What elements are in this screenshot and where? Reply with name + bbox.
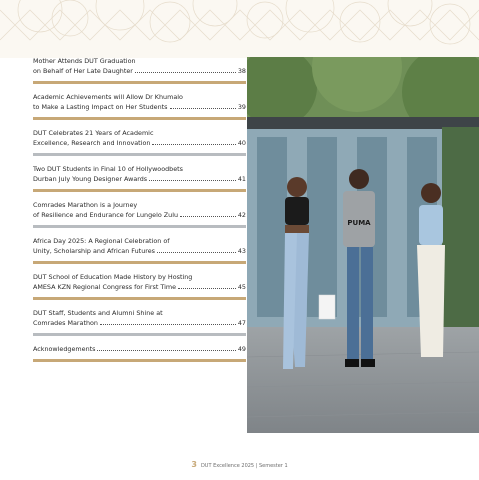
page-footer xyxy=(0,460,479,469)
toc-entry-line xyxy=(33,246,246,256)
toc-leader-dots xyxy=(100,318,236,325)
shirt-logo-text: PUMA xyxy=(347,219,371,227)
toc-entry-title: DUT Celebrates 21 Years of Academic xyxy=(33,129,154,137)
toc-entry[interactable] xyxy=(33,306,246,336)
toc-entry-title: DUT Staff, Students and Alumni Shine at xyxy=(33,309,163,317)
toc-entry[interactable] xyxy=(33,198,246,228)
toc-entry-line xyxy=(33,56,246,66)
table-of-contents xyxy=(33,54,246,362)
toc-entry-line xyxy=(33,272,246,282)
toc-entry[interactable] xyxy=(33,162,246,192)
toc-entry-title: Comrades Marathon is a Journey xyxy=(33,201,138,209)
toc-entry-title: Excellence, Research and Innovation xyxy=(33,139,151,147)
toc-page-number: 42 xyxy=(237,211,246,219)
decorative-pattern-band xyxy=(0,0,479,58)
toc-entry-title: Mother Attends DUT Graduation xyxy=(33,57,136,65)
toc-entry-line xyxy=(33,174,246,184)
toc-entry-line xyxy=(33,138,246,148)
toc-entry-title: on Behalf of Her Late Daughter xyxy=(33,67,133,75)
toc-entry-title: of Resilience and Endurance for Lungelo Zulu xyxy=(33,211,179,219)
toc-entry-line xyxy=(33,200,246,210)
toc-entry[interactable] xyxy=(33,234,246,264)
toc-page-number: 47 xyxy=(237,319,246,327)
toc-entry-line xyxy=(33,128,246,138)
toc-leader-dots xyxy=(135,66,236,73)
toc-entry[interactable] xyxy=(33,342,246,362)
toc-entry-line xyxy=(33,92,246,102)
toc-leader-dots xyxy=(170,102,236,109)
page-number: 3 xyxy=(191,460,197,469)
toc-page-number: 40 xyxy=(237,139,246,147)
toc-entry-title: Two DUT Students in Final 10 of Hollywoodbets xyxy=(33,165,184,173)
toc-entry-title: Academic Achievements will Allow Dr Khumalo xyxy=(33,93,183,101)
toc-entry-title: Unity, Scholarship and African Futures xyxy=(33,247,155,255)
toc-page-number: 41 xyxy=(237,175,246,183)
toc-page-number: 43 xyxy=(237,247,246,255)
toc-entry-title: Comrades Marathon xyxy=(33,319,98,327)
toc-page-number: 45 xyxy=(237,283,246,291)
students-walking-photo xyxy=(247,57,479,433)
toc-entry-line xyxy=(33,66,246,76)
toc-entry-line xyxy=(33,344,246,354)
geometric-pattern-graphic xyxy=(0,0,479,58)
toc-entry-line xyxy=(33,210,246,220)
toc-leader-dots xyxy=(157,246,236,253)
toc-leader-dots xyxy=(178,282,236,289)
toc-entry-line xyxy=(33,102,246,112)
toc-entry-title: Acknowledgements xyxy=(33,345,96,353)
toc-leader-dots xyxy=(180,210,236,217)
toc-entry[interactable] xyxy=(33,90,246,120)
toc-entry[interactable] xyxy=(33,270,246,300)
toc-entry[interactable] xyxy=(33,126,246,156)
toc-entry-line xyxy=(33,236,246,246)
toc-page-number: 49 xyxy=(237,345,246,353)
toc-leader-dots xyxy=(152,138,235,145)
toc-entry[interactable] xyxy=(33,54,246,84)
toc-entry-title: Durban July Young Designer Awards xyxy=(33,175,148,183)
toc-entry-title: AMESA KZN Regional Congress for First Time xyxy=(33,283,177,291)
toc-entry-line xyxy=(33,164,246,174)
toc-entry-title: DUT School of Education Made History by Hosting xyxy=(33,273,193,281)
toc-entry-line xyxy=(33,308,246,318)
toc-entry-line xyxy=(33,318,246,328)
toc-leader-dots xyxy=(149,174,236,181)
toc-entry-title: to Make a Lasting Impact on Her Students xyxy=(33,103,168,111)
toc-page-number: 38 xyxy=(237,67,246,75)
toc-page-number: 39 xyxy=(237,103,246,111)
photo-illustration xyxy=(247,57,479,433)
footer-text: DUT Excellence 2025 | Semester 1 xyxy=(200,463,288,469)
toc-entry-title: Africa Day 2025: A Regional Celebration of xyxy=(33,237,170,245)
toc-leader-dots xyxy=(97,344,235,351)
toc-entry-line xyxy=(33,282,246,292)
student-middle-figure xyxy=(343,169,375,367)
student-right-figure xyxy=(417,183,445,357)
